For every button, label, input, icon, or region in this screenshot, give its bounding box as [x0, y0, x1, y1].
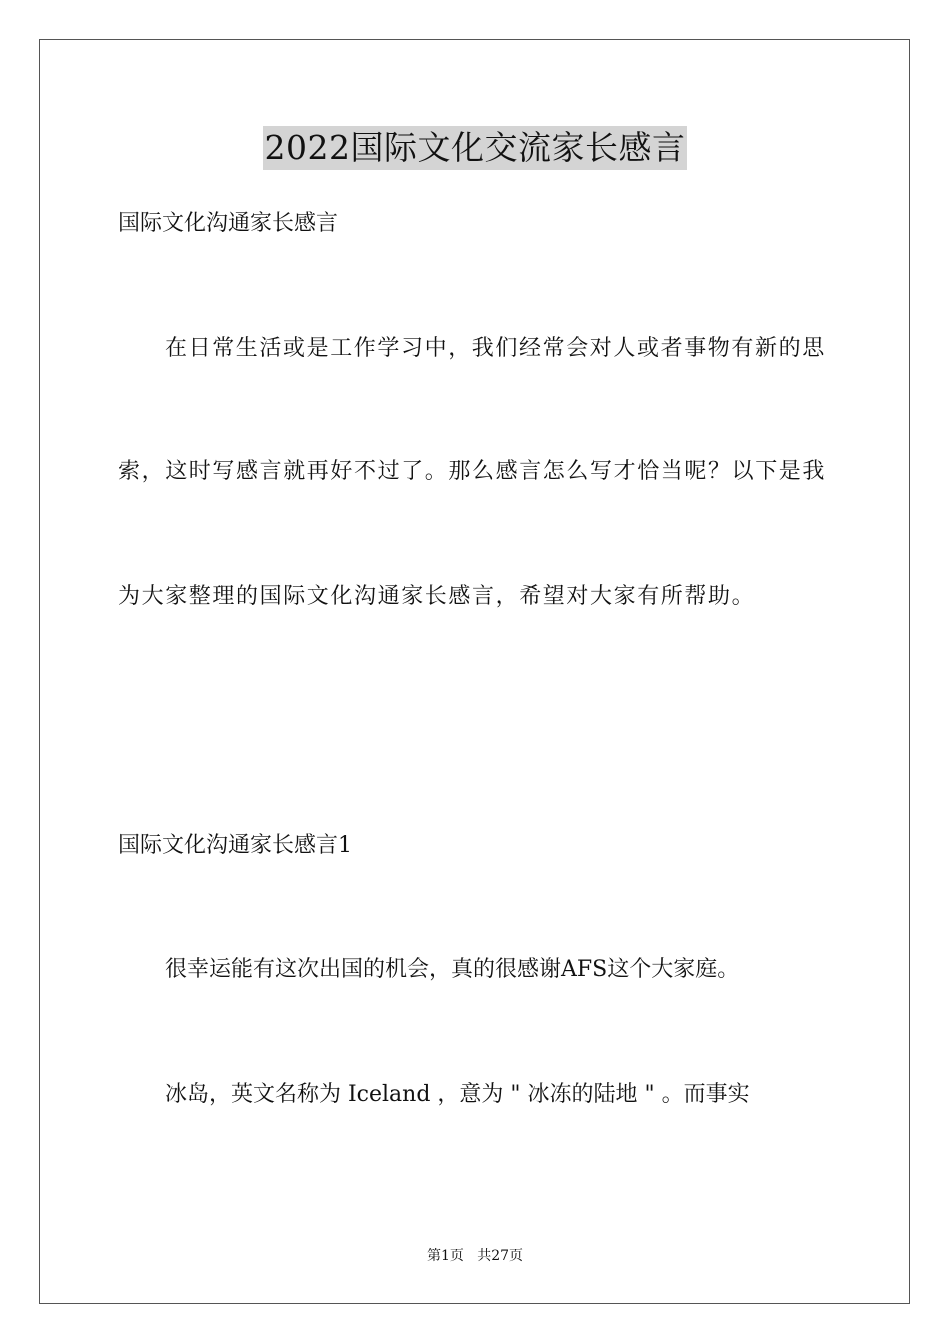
subsection-heading: 国际文化沟通家长感言1 — [118, 833, 352, 858]
section-heading: 国际文化沟通家长感言 — [118, 211, 339, 236]
document-title: 2022国际文化交流家长感言 — [263, 126, 688, 170]
page-footer: 第1页 共27页 — [426, 1248, 524, 1264]
paragraph-3: 冰岛，英文名称为 Iceland ，意为 " 冰冻的陆地 " 。而事实 — [165, 1082, 750, 1107]
intro-line-1: 在日常生活或是工作学习中，我们经常会对人或者事物有新的思 — [165, 336, 826, 361]
paragraph-2: 很幸运能有这次出国的机会，真的很感谢AFS这个大家庭。 — [165, 957, 740, 982]
intro-line-2: 索，这时写感言就再好不过了。那么感言怎么写才恰当呢？以下是我 — [118, 459, 827, 484]
intro-line-3: 为大家整理的国际文化沟通家长感言，希望对大家有所帮助。 — [118, 584, 756, 609]
title-container — [0, 126, 950, 170]
